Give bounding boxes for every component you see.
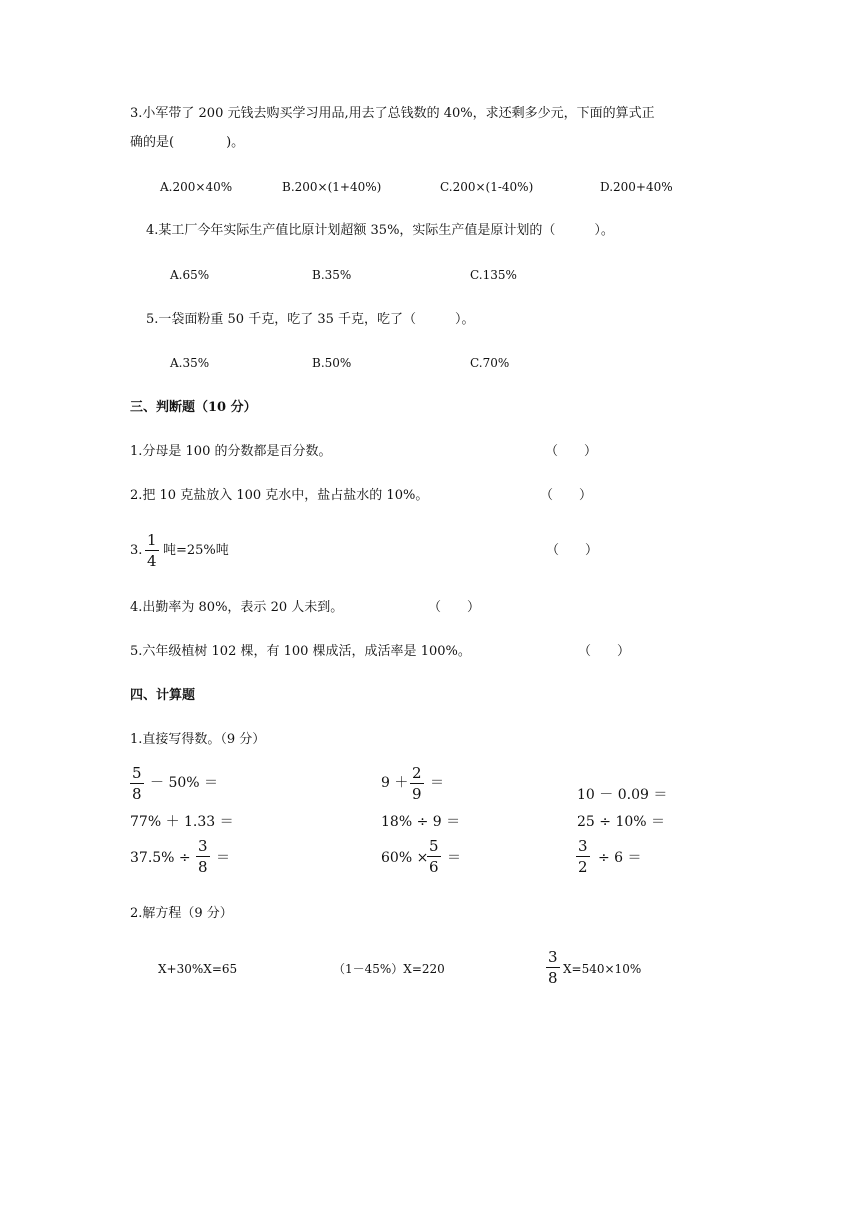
judge-item-5-paren: （ ）	[578, 644, 631, 659]
fraction-numerator: 1	[147, 531, 157, 549]
q5-option-c: C.70%	[470, 356, 510, 370]
q3-line1: 3.小军带了 200 元钱去购买学习用品,用去了总钱数的 40%，求还剩多少元，下面的算式正	[130, 106, 655, 121]
calc-r3c1-rest: ＝	[216, 850, 230, 866]
equation-2: （1－45%）X=220	[333, 962, 445, 976]
q3-option-d: D.200+40%	[600, 180, 673, 194]
equation-3-rest: X=540×10%	[563, 962, 642, 976]
fraction-numerator: 3	[548, 948, 558, 966]
calc-r1c2-pre: 9 ＋	[381, 775, 409, 791]
fraction-denominator: 9	[412, 785, 422, 803]
q4-option-c: C.135%	[470, 268, 517, 282]
q3-line2: 确的是( )。	[130, 135, 245, 150]
fraction-numerator: 2	[412, 764, 422, 782]
q3-option-b: B.200×(1+40%)	[282, 180, 382, 194]
judge-item-3-fraction	[145, 533, 159, 569]
calc-r3c1-fraction	[196, 839, 210, 875]
calc-section-title: 四、计算题	[130, 688, 196, 703]
calc-r3c2-fraction	[427, 839, 441, 875]
q5-text: 5.一袋面粉重 50 千克，吃了 35 千克，吃了（ ）。	[146, 312, 475, 327]
judge-item-4-paren: （ ）	[428, 600, 481, 615]
q3-option-c: C.200×(1-40%)	[440, 180, 534, 194]
judge-item-4-text: 4.出勤率为 80%，表示 20 人未到。	[130, 600, 344, 615]
judge-item-3-suffix: 吨=25%吨	[163, 543, 229, 558]
fraction-numerator: 5	[132, 764, 142, 782]
fraction-denominator: 6	[429, 858, 439, 876]
equation-3-fraction	[546, 950, 560, 986]
judge-item-3-paren: （ ）	[546, 543, 599, 558]
calc-r1c1-fraction	[130, 766, 144, 802]
q5-option-a: A.35%	[170, 356, 210, 370]
fraction-numerator: 3	[578, 837, 588, 855]
calc-r1c2-rest: ＝	[430, 775, 444, 791]
equation-1: X+30%X=65	[158, 962, 238, 976]
calc-r1c2-fraction	[410, 766, 424, 802]
fraction-numerator: 5	[429, 837, 439, 855]
judge-item-5-text: 5.六年级植树 102 棵，有 100 棵成活，成活率是 100%。	[130, 644, 471, 659]
judge-item-2-text: 2.把 10 克盐放入 100 克水中，盐占盐水的 10%。	[130, 488, 429, 503]
fraction-denominator: 8	[132, 785, 142, 803]
calc-r3c3-fraction	[576, 839, 590, 875]
calc-sub1-title: 1.直接写得数。（9 分）	[130, 732, 266, 747]
calc-r2c1: 77% ＋ 1.33 ＝	[130, 814, 234, 830]
calc-r2c2: 18% ÷ 9 ＝	[381, 814, 461, 830]
calc-r3c1-pre: 37.5% ÷	[130, 850, 191, 866]
fraction-denominator: 8	[548, 969, 558, 987]
calc-r3c3-rest: ÷ 6 ＝	[598, 850, 642, 866]
q4-option-b: B.35%	[312, 268, 352, 282]
calc-r3c2-rest: ＝	[447, 850, 461, 866]
judge-item-1-paren: （ ）	[545, 444, 598, 459]
calc-r1c1-rest: － 50% ＝	[150, 775, 219, 791]
calc-r2c3: 25 ÷ 10% ＝	[577, 814, 666, 830]
judge-section-title: 三、判断题（10 分）	[130, 400, 257, 415]
calc-r3c2-pre: 60% ×	[381, 850, 429, 866]
calc-r1c3: 10 － 0.09 ＝	[577, 787, 668, 803]
q3-option-a: A.200×40%	[160, 180, 233, 194]
fraction-numerator: 3	[198, 837, 208, 855]
calc-sub2-title: 2.解方程（9 分）	[130, 906, 233, 921]
q4-text: 4.某工厂今年实际生产值比原计划超额 35%，实际生产值是原计划的（ ）。	[146, 223, 614, 238]
fraction-denominator: 8	[198, 858, 208, 876]
judge-item-2-paren: （ ）	[540, 488, 593, 503]
q4-option-a: A.65%	[170, 268, 210, 282]
fraction-denominator: 4	[147, 552, 157, 570]
q5-option-b: B.50%	[312, 356, 352, 370]
judge-item-3-prefix: 3.	[130, 543, 143, 558]
fraction-denominator: 2	[578, 858, 588, 876]
judge-item-1-text: 1.分母是 100 的分数都是百分数。	[130, 444, 332, 459]
